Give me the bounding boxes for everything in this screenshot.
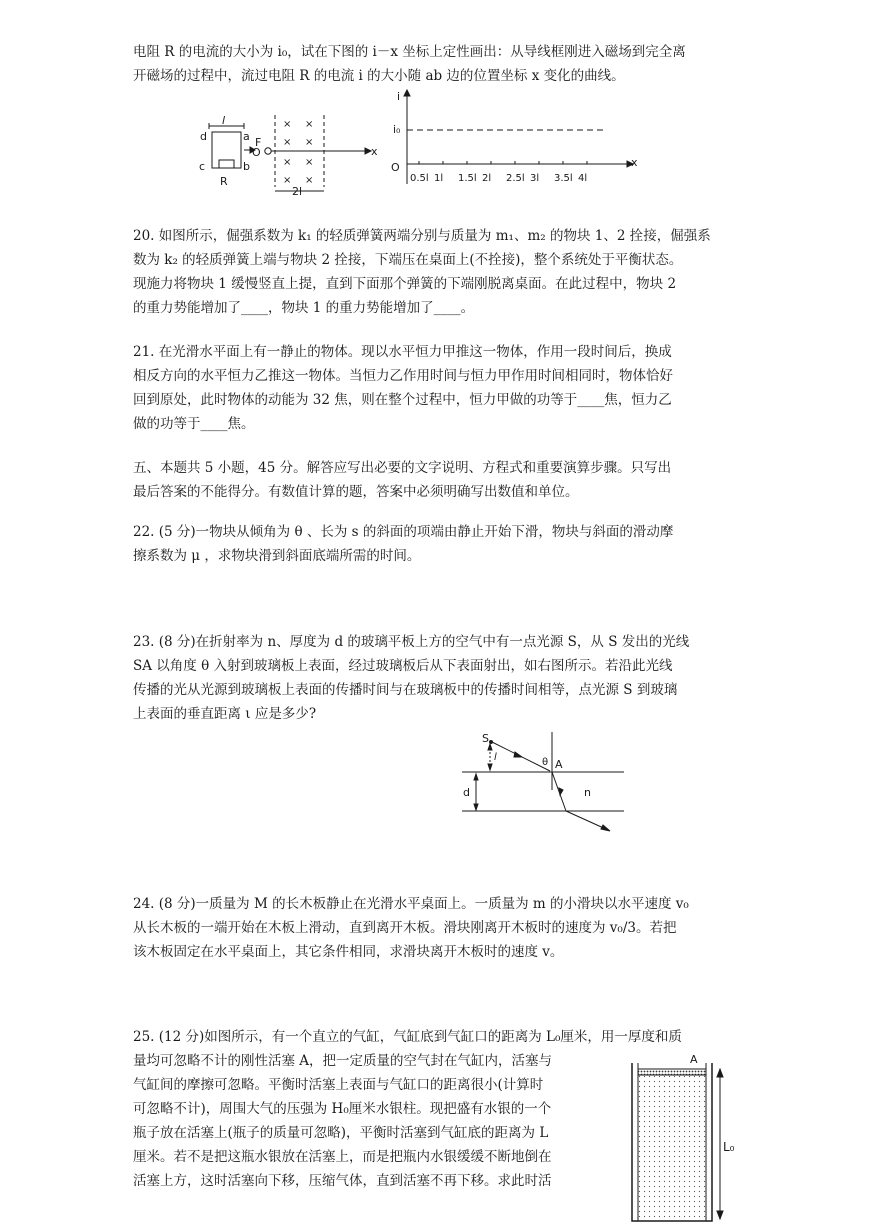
svg-text:×: × (305, 157, 314, 168)
q20-line-1: 20. 如图所示，倔强系数为 k₁ 的轻质弹簧两端分别与质量为 m₁、m₂ 的物块 1、2 拴接，倔强系 (133, 228, 711, 244)
q20-line-2: 数为 k₂ 的轻质弹簧上端与物块 2 拴接，下端压在桌面上(不拴接)，整个系统处于平衡状态。 (133, 252, 683, 268)
label-2l: 2l (292, 185, 303, 198)
x-tick-label: 2.5l (506, 173, 525, 184)
svg-text:×: × (283, 119, 292, 130)
q23-refraction-figure (460, 730, 630, 835)
svg-text:×: × (283, 137, 292, 148)
x-tick-label: 1.5l (458, 173, 477, 184)
q25-line-3: 气缸间的摩擦可忽略。平衡时活塞上表面与气缸口的距离很小(计算时 (133, 1077, 544, 1093)
q21-line-4: 做的功等于____焦。 (133, 416, 255, 432)
label-O: O (252, 146, 261, 159)
x-tick-label: 3.5l (554, 173, 573, 184)
svg-text:×: × (283, 175, 292, 186)
x-tick-label: 4l (578, 173, 588, 184)
q21-line-2: 相反方向的水平恒力乙推这一物体。当恒力乙作用时间与恒力甲作用时间相同时，物体恰好 (133, 368, 673, 384)
q25-line-1: 25. (12 分)如图所示，有一个直立的气缸，气缸底到气缸口的距离为 L₀厘米，用一厚度和质 (133, 1029, 682, 1045)
label-R: R (220, 175, 228, 188)
q25-line-6: 厘米。若不是把这瓶水银放在活塞上，而是把瓶内水银缓缓不断地倒在 (133, 1149, 552, 1165)
q23-line-1: 23. (8 分)在折射率为 n、厚度为 d 的玻璃平板上方的空气中有一点光源 S，从 S 发出的光线 (133, 634, 690, 650)
label-piston-A: A (690, 1053, 698, 1066)
label-theta: θ (542, 757, 549, 768)
q20-line-3: 现施力将物块 1 缓慢竖直上提，直到下面那个弹簧的下端刚脱离桌面。在此过程中，物块 2 (133, 276, 677, 292)
q25-line-5: 瓶子放在活塞上(瓶子的质量可忽略)，平衡时活塞到气缸底的距离为 L (133, 1125, 549, 1141)
label-b: b (243, 160, 250, 173)
label-F: F (255, 136, 262, 149)
q19-ix-graph (385, 88, 645, 188)
label-x: x (371, 145, 378, 158)
section5-line-1: 五、本题共 5 小题，45 分。解答应写出必要的文字说明、方程式和重要演算步骤。只写出 (133, 460, 672, 476)
q19-line-1: 电阻 R 的电流的大小为 i₀，试在下图的 i－x 坐标上定性画出：从导线框刚进入磁场到完全离 (133, 44, 686, 60)
q19-frame-figure (195, 115, 385, 200)
label-n: n (584, 786, 591, 799)
svg-text:×: × (305, 175, 314, 186)
q20-line-4: 的重力势能增加了____，物块 1 的重力势能增加了____。 (133, 300, 475, 316)
section5-line-2: 最后答案的不能得分。有数值计算的题，答案中必须明确写出数值和单位。 (133, 484, 579, 500)
label-d: d (463, 786, 470, 799)
label-A: A (555, 758, 563, 771)
x-tick-label: 0.5l (410, 173, 429, 184)
label-L0: L₀ (723, 1140, 735, 1154)
svg-text:×: × (283, 157, 292, 168)
q24-line-2: 从长木板的一端开始在木板上滑动，直到离开木板。滑块刚离开木板时的速度为 v₀/3。若把 (133, 920, 677, 936)
x-tick-label: 3l (530, 173, 540, 184)
q25-line-2: 量均可忽略不计的刚性活塞 A，把一定质量的空气封在气缸内，活塞与 (133, 1053, 553, 1069)
label-l: l (222, 114, 226, 127)
q21-line-1: 21. 在光滑水平面上有一静止的物体。现以水平恒力甲推这一物体，作用一段时间后，换成 (133, 344, 672, 360)
svg-text:×: × (305, 119, 314, 130)
q24-line-1: 24. (8 分)一质量为 M 的长木板静止在光滑水平桌面上。一质量为 m 的小滑块以水平速度 v₀ (133, 896, 689, 912)
q24-line-3: 该木板固定在水平桌面上，其它条件相同，求滑块离开木板时的速度 v。 (133, 944, 564, 960)
i0-label: i₀ (393, 123, 401, 136)
axis-i-label: i (397, 90, 401, 103)
q25-cylinder-figure (628, 1055, 738, 1225)
label-S: S (482, 732, 489, 745)
label-a: a (243, 130, 250, 143)
q23-line-3: 传播的光从光源到玻璃板上表面的传播时间与在玻璃板中的传播时间相等，点光源 S 到玻璃 (133, 682, 678, 698)
origin-label: O (391, 161, 400, 174)
q22-line-2: 擦系数为 μ ，求物块滑到斜面底端所需的时间。 (133, 548, 421, 564)
label-l: l (494, 752, 497, 763)
q21-line-3: 回到原处，此时物体的动能为 32 焦，则在整个过程中，恒力甲做的功等于____焦，恒力乙 (133, 392, 672, 408)
axis-x-label: x (631, 156, 638, 169)
q22-line-1: 22. (5 分)一物块从倾角为 θ 、长为 s 的斜面的项端由静止开始下滑，物块与斜面的滑动摩 (133, 524, 674, 540)
q19-line-2: 开磁场的过程中，流过电阻 R 的电流 i 的大小随 ab 边的位置坐标 x 变化的曲线。 (133, 68, 625, 84)
label-c: c (199, 160, 206, 173)
q23-line-4: 上表面的垂直距离 ι 应是多少? (133, 706, 317, 722)
q23-line-2: SA 以角度 θ 入射到玻璃板上表面，经过玻璃板后从下表面射出，如右图所示。若沿此光线 (133, 658, 673, 674)
x-tick-label: 2l (482, 173, 492, 184)
q25-line-4: 可忽略不计)，周围大气的压强为 H₀厘米水银柱。现把盛有水银的一个 (133, 1101, 552, 1117)
svg-text:×: × (305, 137, 314, 148)
q25-line-7: 活塞上方，这时活塞向下移，压缩气体，直到活塞不再下移。求此时活 (133, 1173, 552, 1189)
magnetic-field-crosses (283, 119, 313, 186)
label-d: d (200, 130, 207, 143)
x-tick-label: 1l (434, 173, 444, 184)
